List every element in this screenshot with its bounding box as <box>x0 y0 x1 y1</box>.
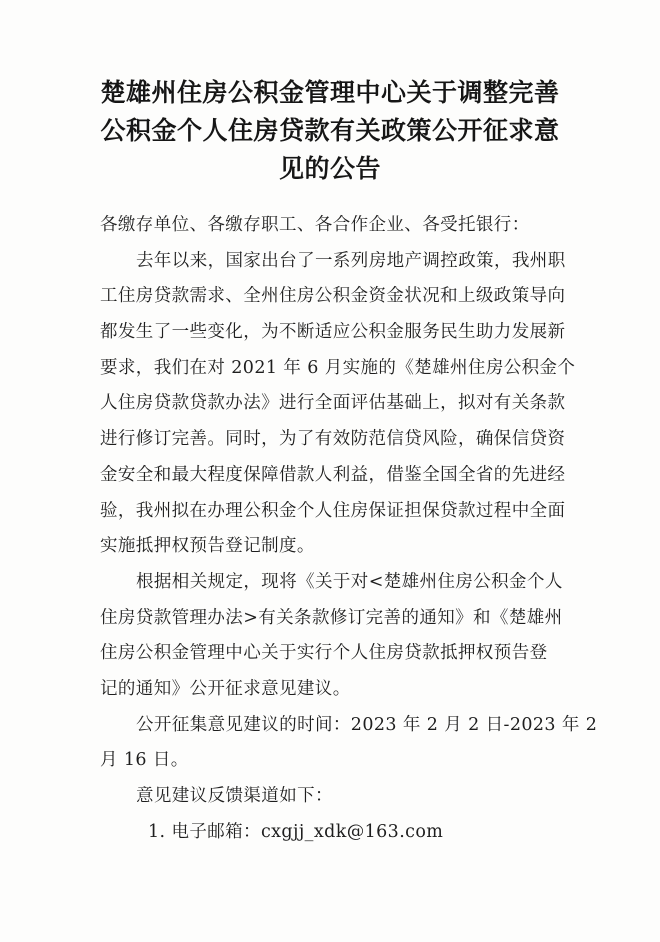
paragraph-consultation <box>100 565 576 708</box>
paragraph-line: 要求，我们在对 2021 年 6 月实施的《楚雄州住房公积金个 <box>100 357 576 378</box>
title-line: 见的公告 <box>278 154 381 183</box>
paragraph-consultation-period <box>100 708 598 779</box>
paragraph-line: 实施抵押权预告登记制度。 <box>100 536 315 557</box>
paragraph-line: 验，我州拟在办理公积金个人住房保证担保贷款过程中全面 <box>100 500 566 521</box>
paragraph-policy-background <box>100 244 576 565</box>
paragraph-line: 进行修订完善。同时，为了有效防范信贷风险，确保信贷资 <box>100 429 566 450</box>
paragraph-line: 月 16 日。 <box>100 750 189 771</box>
paragraph-line: 金安全和最大程度保障借款人利益，借鉴全国全省的先进经 <box>100 464 566 485</box>
title-line: 楚雄州住房公积金管理中心关于调整完善 <box>100 78 560 107</box>
paragraph-line: 都发生了一些变化，为不断适应公积金服务民生助力发展新 <box>100 322 566 343</box>
paragraph-line: 记的通知》公开征求意见建议。 <box>100 678 351 699</box>
paragraph-line: 根据相关规定，现将《关于对<楚雄州住房公积金个人 <box>136 571 563 592</box>
notice-title <box>60 74 600 188</box>
paragraph-line: 住房贷款管理办法>有关条款修订完善的通知》和《楚雄州 <box>100 607 563 628</box>
feedback-channel-email: 1. 电子邮箱：cxgjj_xdk@163.com <box>148 821 444 842</box>
paragraph-line: 人住房贷款贷款办法》进行全面评估基础上，拟对有关条款 <box>100 393 566 414</box>
paragraph-line: 住房公积金管理中心关于实行个人住房贷款抵押权预告登 <box>100 643 548 664</box>
feedback-channels-heading: 意见建议反馈渠道如下： <box>136 786 333 806</box>
paragraph-line: 去年以来，国家出台了一系列房地产调控政策，我州职 <box>136 250 566 271</box>
paragraph-line: 工住房贷款需求、全州住房公积金资金状况和上级政策导向 <box>100 286 566 307</box>
notice-body <box>100 208 598 850</box>
salutation: 各缴存单位、各缴存职工、各合作企业、各受托银行： <box>100 215 530 235</box>
title-line: 公积金个人住房贷款有关政策公开征求意 <box>100 116 560 145</box>
paragraph-line: 公开征集意见建议的时间：2023 年 2 月 2 日-2023 年 2 <box>136 714 598 735</box>
